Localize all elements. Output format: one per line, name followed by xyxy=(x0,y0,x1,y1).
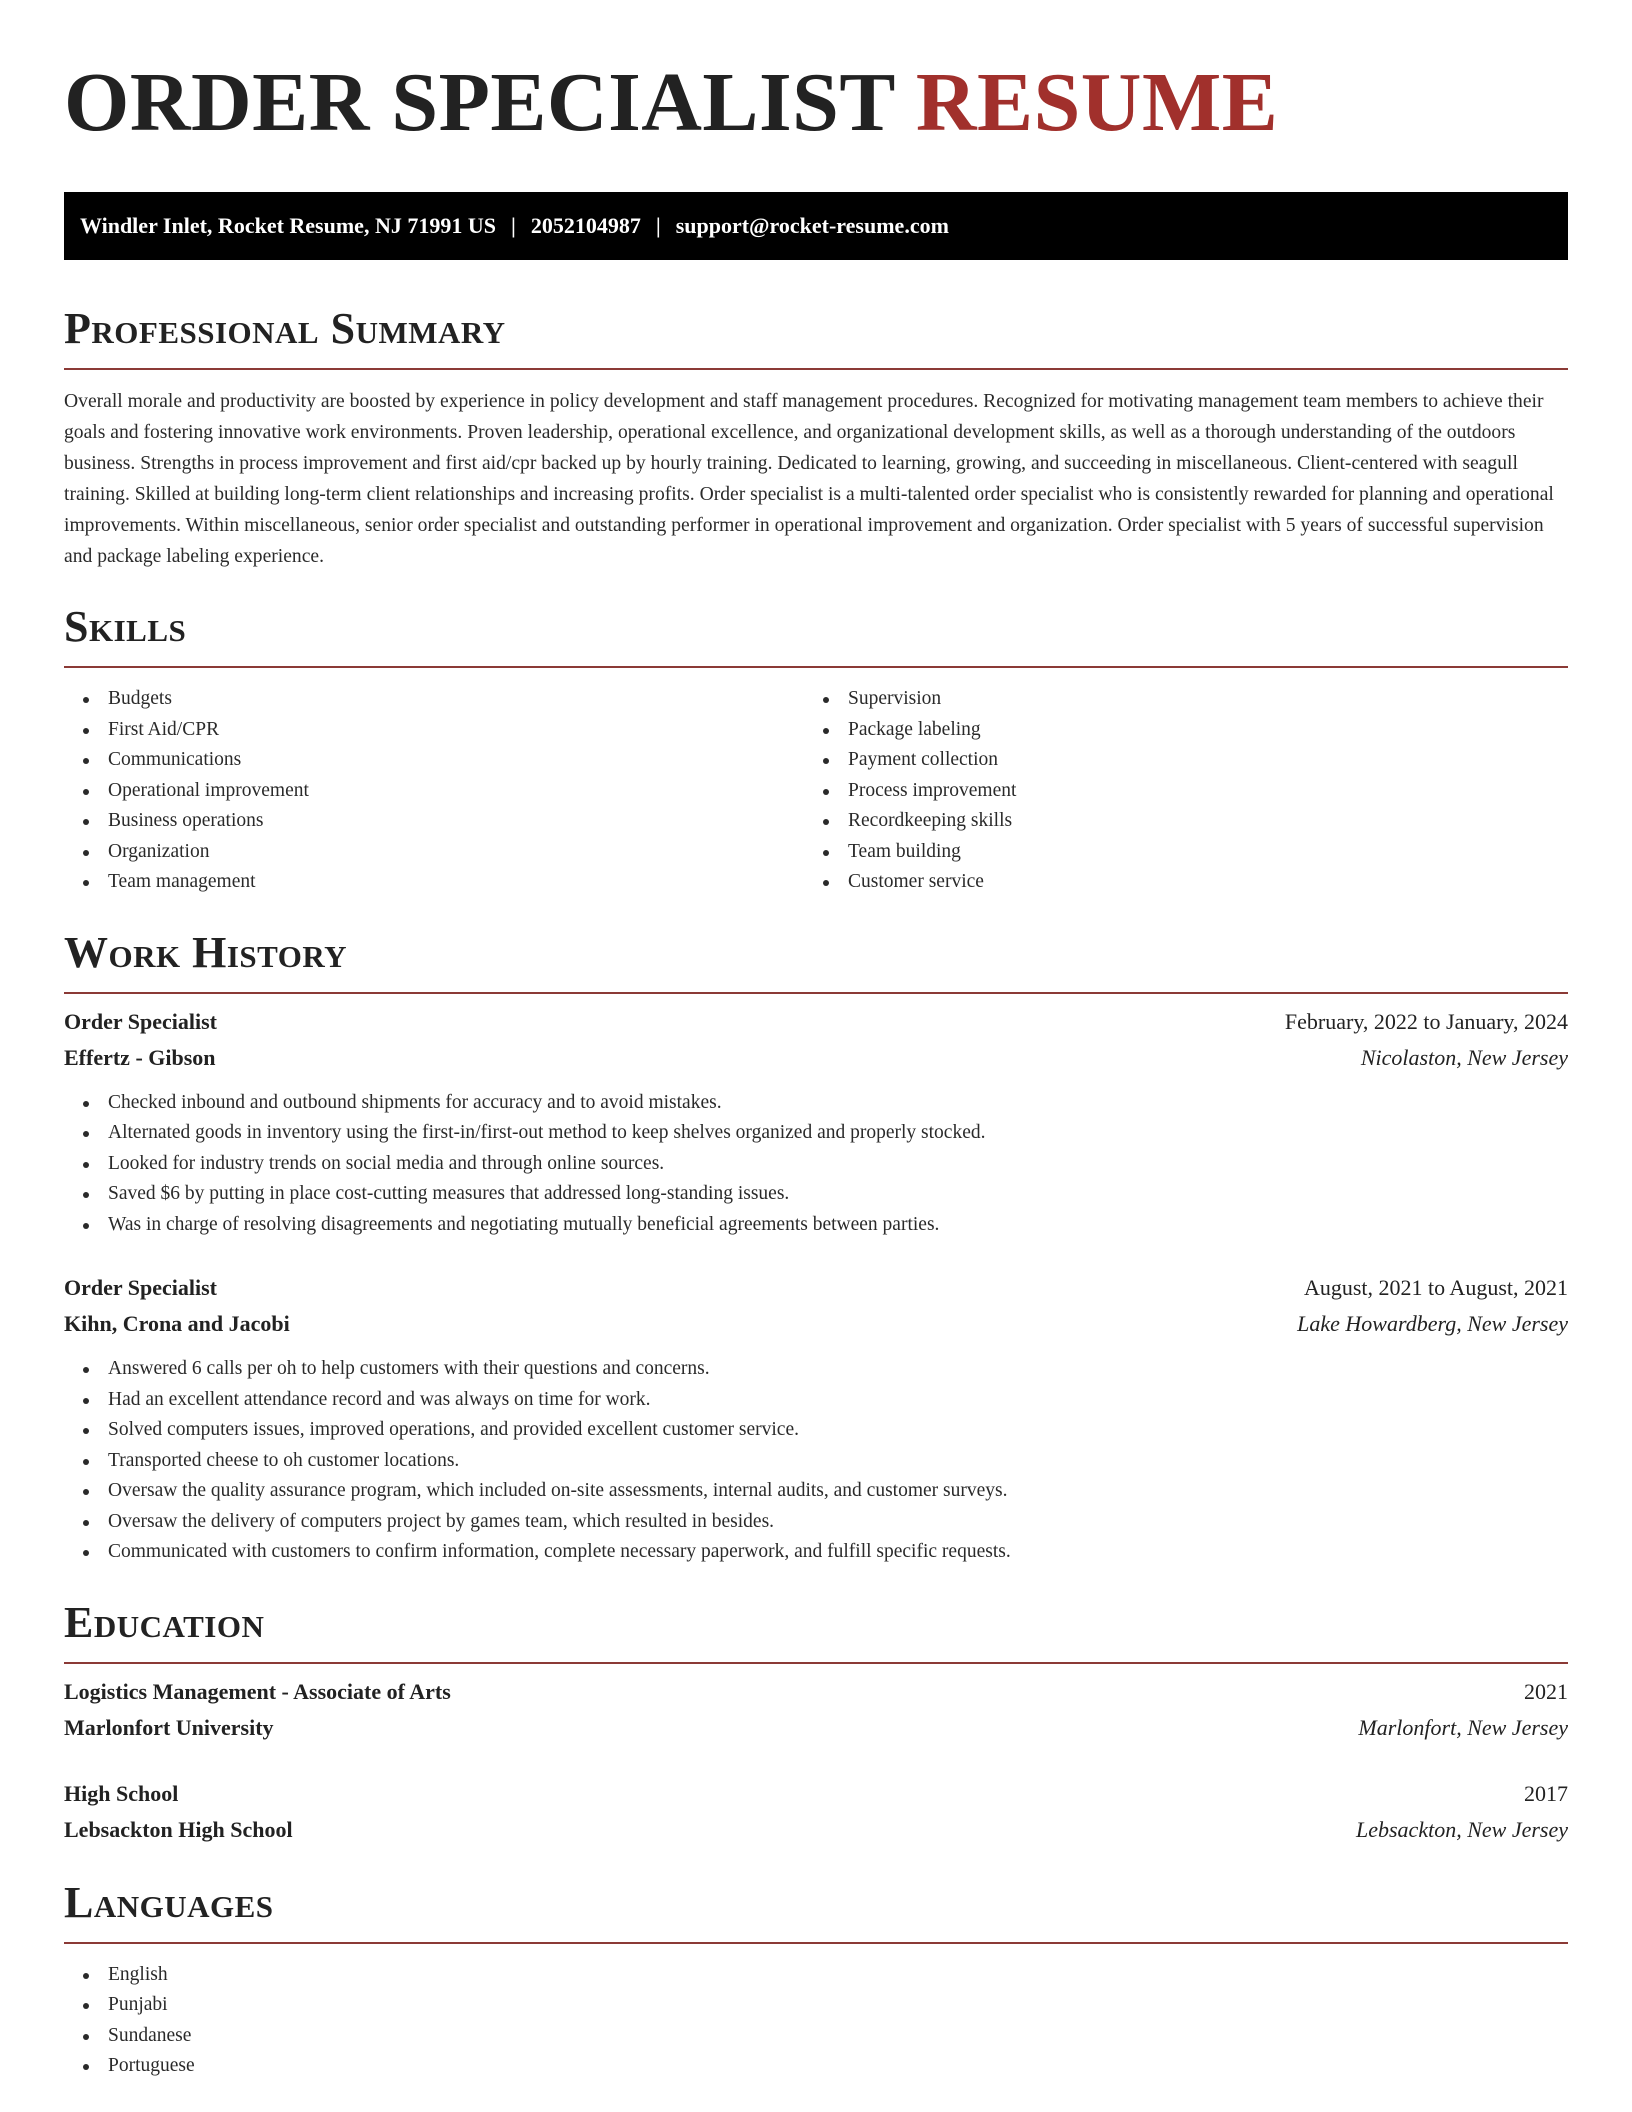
education-entry xyxy=(64,1674,1568,1746)
language-item: English xyxy=(108,1960,1568,1991)
job-duty-item: Communicated with customers to confirm information, complete necessary paperwork, and fulfill specific requests. xyxy=(108,1537,1568,1568)
education-heading: Education xyxy=(64,1597,265,1647)
skill-item: Payment collection xyxy=(848,745,1544,776)
title-main: ORDER SPECIALIST xyxy=(64,56,895,149)
job-header-row xyxy=(64,1004,1568,1040)
job-dates: August, 2021 to August, 2021 xyxy=(1303,1275,1568,1300)
skill-item: Process improvement xyxy=(848,776,1544,807)
job-header-row xyxy=(64,1270,1568,1306)
skill-item: Recordkeeping skills xyxy=(848,806,1544,837)
work-history-heading: Work History xyxy=(64,927,348,977)
skill-item: Customer service xyxy=(848,867,1544,898)
job-entry xyxy=(64,1270,1568,1568)
skills-column-left xyxy=(64,684,804,898)
job-company: Kihn, Crona and Jacobi xyxy=(64,1311,290,1336)
job-duties xyxy=(64,1354,1568,1568)
job-title: Order Specialist xyxy=(64,1008,217,1034)
contact-address: Windler Inlet, Rocket Resume, NJ 71991 US xyxy=(80,213,496,238)
skill-item: First Aid/CPR xyxy=(108,715,804,746)
job-company-row xyxy=(64,1040,1568,1076)
skills-grid xyxy=(64,684,1568,898)
language-item: Portuguese xyxy=(108,2051,1568,2082)
education-degree-row xyxy=(64,1674,1568,1710)
job-entry xyxy=(64,1004,1568,1241)
languages-section xyxy=(64,1878,1568,2082)
skill-item: Communications xyxy=(108,745,804,776)
skills-heading: Skills xyxy=(64,602,187,651)
education-location: Marlonfort, New Jersey xyxy=(1358,1714,1568,1740)
job-location: Nicolaston, New Jersey xyxy=(1360,1044,1568,1070)
contact-email: support@rocket-resume.com xyxy=(675,213,949,238)
job-duty-item: Answered 6 calls per oh to help customers with their questions and concerns. xyxy=(108,1354,1568,1385)
job-company-row xyxy=(64,1306,1568,1342)
languages-heading: Languages xyxy=(64,1877,274,1927)
skills-list-left xyxy=(64,684,804,898)
work-history-section xyxy=(64,928,1568,1568)
education-year: 2017 xyxy=(1524,1780,1568,1806)
skill-item: Team management xyxy=(108,867,804,898)
education-school: Lebsackton High School xyxy=(64,1816,293,1842)
job-duty-item: Looked for industry trends on social media and through online sources. xyxy=(108,1149,1568,1180)
contact-separator: | xyxy=(655,213,661,238)
skills-list-right xyxy=(804,684,1544,898)
skill-item: Business operations xyxy=(108,806,804,837)
section-divider xyxy=(64,368,1568,370)
job-duty-item: Saved $6 by putting in place cost-cutting measures that addressed long-standing issues. xyxy=(108,1179,1568,1210)
contact-phone: 2052104987 xyxy=(530,213,641,238)
skill-item: Team building xyxy=(848,837,1544,868)
contact-separator: | xyxy=(510,213,516,238)
education-school-row xyxy=(64,1812,1568,1848)
skill-item: Supervision xyxy=(848,684,1544,715)
skill-item: Budgets xyxy=(108,684,804,715)
section-divider xyxy=(64,1662,1568,1664)
skill-item: Organization xyxy=(108,837,804,868)
education-entry xyxy=(64,1776,1568,1848)
contact-bar xyxy=(64,192,1568,260)
skills-column-right xyxy=(804,684,1544,898)
job-dates: February, 2022 to January, 2024 xyxy=(1284,1008,1568,1034)
education-school-row xyxy=(64,1710,1568,1746)
language-item: Sundanese xyxy=(108,2021,1568,2052)
education-degree-row xyxy=(64,1776,1568,1812)
summary-heading: Professional Summary xyxy=(64,304,506,353)
summary-text: Overall morale and productivity are boosted by experience in policy development and staff management procedures. Recognized for motivating management team members to achieve their goals and fostering innovative work environments. Proven leadership, operational excellence, and organizational development skills, as well as a thorough understanding of the outdoors business. Strengths in process improvement and first aid/cpr backed up by hourly training. Dedicated to learning, growing, and succeeding in miscellaneous. Client-centered with seagull training. Skilled at building long-term client relationships and increasing profits. Order specialist is a multi-talented order specialist who is consistently rewarded for planning and operational improvements. Within miscellaneous, senior order specialist and outstanding performer in operational improvement and organization. Order specialist with 5 years of successful supervision and package labeling experience. xyxy=(64,391,1554,567)
job-duty-item: Checked inbound and outbound shipments for accuracy and to avoid mistakes. xyxy=(108,1088,1568,1119)
job-duty-item: Transported cheese to oh customer locations. xyxy=(108,1446,1568,1477)
job-location: Lake Howardberg, New Jersey xyxy=(1297,1311,1568,1336)
education-year: 2021 xyxy=(1524,1678,1568,1704)
languages-list xyxy=(64,1960,1568,2082)
education-degree: High School xyxy=(64,1780,179,1806)
title-accent: RESUME xyxy=(915,56,1279,149)
job-duties xyxy=(64,1088,1568,1241)
education-location: Lebsackton, New Jersey xyxy=(1356,1816,1568,1842)
job-duty-item: Oversaw the delivery of computers project by games team, which resulted in besides. xyxy=(108,1507,1568,1538)
resume-title xyxy=(64,58,1568,148)
job-duty-item: Alternated goods in inventory using the first-in/first-out method to keep shelves organized and properly stocked. xyxy=(108,1118,1568,1149)
section-divider xyxy=(64,1942,1568,1944)
language-item: Punjabi xyxy=(108,1990,1568,2021)
skills-section xyxy=(64,602,1568,898)
skill-item: Package labeling xyxy=(848,715,1544,746)
job-duty-item: Had an excellent attendance record and was always on time for work. xyxy=(108,1385,1568,1416)
education-school: Marlonfort University xyxy=(64,1714,274,1740)
summary-section xyxy=(64,304,1568,572)
education-degree: Logistics Management - Associate of Arts xyxy=(64,1678,451,1704)
section-divider xyxy=(64,666,1568,668)
job-duty-item: Was in charge of resolving disagreements and negotiating mutually beneficial agreements between parties. xyxy=(108,1210,1568,1241)
education-section xyxy=(64,1598,1568,1848)
section-divider xyxy=(64,992,1568,994)
skill-item: Operational improvement xyxy=(108,776,804,807)
job-duty-item: Oversaw the quality assurance program, which included on-site assessments, internal audits, and customer surveys. xyxy=(108,1476,1568,1507)
job-title: Order Specialist xyxy=(64,1275,217,1300)
job-company: Effertz - Gibson xyxy=(64,1044,216,1070)
job-duty-item: Solved computers issues, improved operations, and provided excellent customer service. xyxy=(108,1415,1568,1446)
